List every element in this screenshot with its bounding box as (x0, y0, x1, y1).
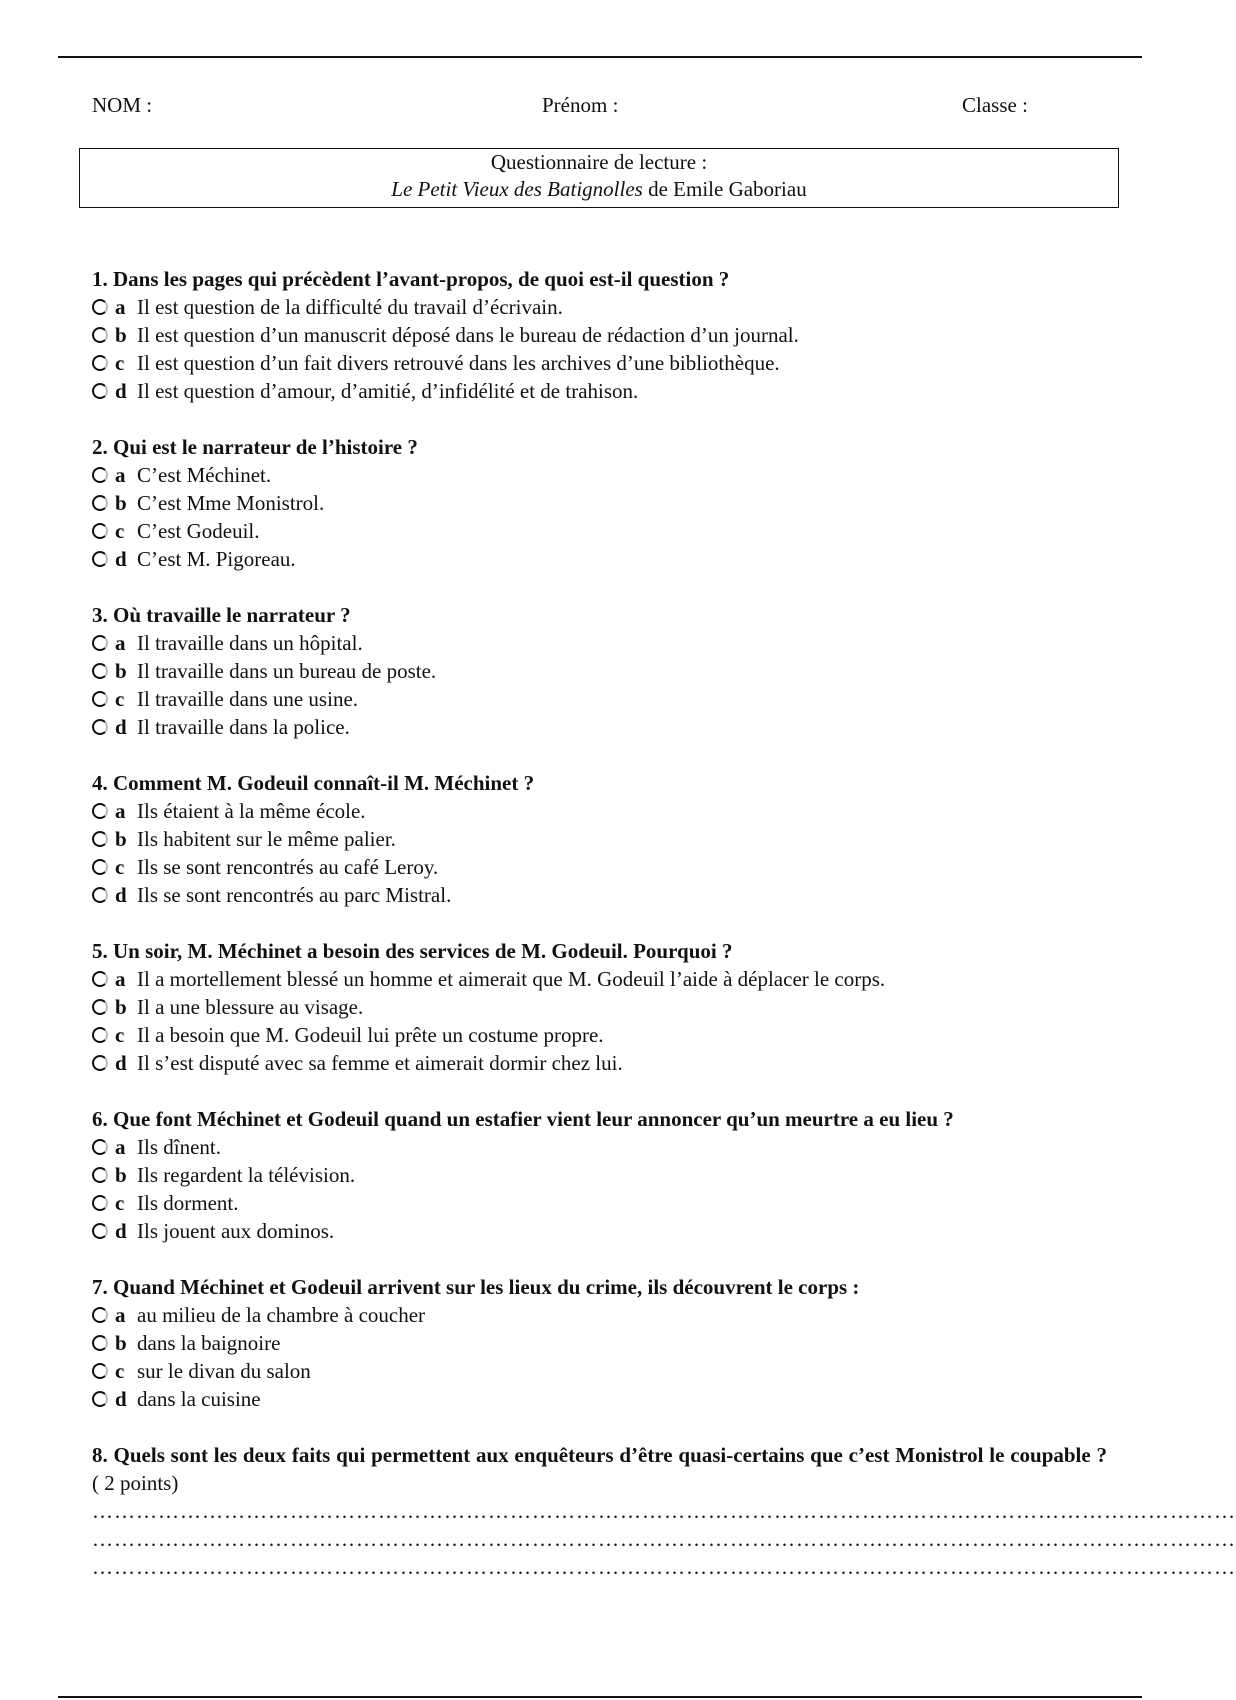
option-text: Ils étaient à la même école. (137, 799, 366, 823)
answer-option-b[interactable] (92, 1329, 1107, 1357)
answer-line[interactable]: ………………………………………………………………………………………………………………………………………… (92, 1527, 1236, 1551)
top-rule (58, 56, 1142, 58)
option-text: Ils dorment. (137, 1191, 239, 1215)
question-title: 1. Dans les pages qui précèdent l’avant-propos, de quoi est-il question ? (92, 267, 730, 291)
option-text: Il a besoin que M. Godeuil lui prête un costume propre. (137, 1023, 604, 1047)
answer-option-b[interactable] (92, 321, 1107, 349)
radio-circle-icon[interactable] (92, 1335, 108, 1351)
option-text: Il a une blessure au visage. (137, 995, 364, 1019)
option-letter: d (115, 1387, 127, 1411)
radio-circle-icon[interactable] (92, 691, 108, 707)
question-title: 5. Un soir, M. Méchinet a besoin des services de M. Godeuil. Pourquoi ? (92, 939, 733, 963)
radio-circle-icon[interactable] (92, 887, 108, 903)
option-letter: c (115, 519, 125, 543)
question-8-text: 8. Quels sont les deux faits qui permettent aux enquêteurs d’être quasi-certains que c’est Monistrol le coupable ? (92, 1443, 1107, 1467)
option-text: C’est Godeuil. (137, 519, 260, 543)
option-text: Il travaille dans un hôpital. (137, 631, 363, 655)
option-text: dans la cuisine (137, 1387, 261, 1411)
option-text: Il a mortellement blessé un homme et aimerait que M. Godeuil l’aide à déplacer le corps. (137, 967, 886, 991)
radio-circle-icon[interactable] (92, 1055, 108, 1071)
question-title: 3. Où travaille le narrateur ? (92, 603, 351, 627)
answer-option-b[interactable] (92, 1161, 1107, 1189)
answer-option-d[interactable] (92, 881, 1107, 909)
option-letter: d (115, 547, 127, 571)
option-text: au milieu de la chambre à coucher (137, 1303, 426, 1327)
option-letter: a (115, 1135, 126, 1159)
question-4 (92, 769, 1107, 909)
option-letter: a (115, 463, 126, 487)
radio-circle-icon[interactable] (92, 1223, 108, 1239)
option-text: Il s’est disputé avec sa femme et aimerait dormir chez lui. (137, 1051, 623, 1075)
option-letter: b (115, 827, 127, 851)
radio-circle-icon[interactable] (92, 299, 108, 315)
nom-label: NOM : (92, 93, 153, 117)
radio-circle-icon[interactable] (92, 1391, 108, 1407)
answer-option-a[interactable] (92, 1301, 1107, 1329)
option-letter: b (115, 1331, 127, 1355)
title-line-1: Questionnaire de lecture : (490, 150, 708, 174)
option-text: Il travaille dans la police. (137, 715, 350, 739)
question-title: 6. Que font Méchinet et Godeuil quand un estafier vient leur annoncer qu’un meurtre a eu lieu ? (92, 1107, 954, 1131)
answer-option-d[interactable] (92, 1049, 1107, 1077)
option-text: C’est M. Pigoreau. (137, 547, 296, 571)
question-title: 4. Comment M. Godeuil connaît-il M. Méchinet ? (92, 771, 535, 795)
answer-option-a[interactable] (92, 461, 1107, 489)
radio-circle-icon[interactable] (92, 663, 108, 679)
radio-circle-icon[interactable] (92, 495, 108, 511)
answer-option-b[interactable] (92, 993, 1107, 1021)
answer-option-a[interactable] (92, 965, 1107, 993)
question-title: 7. Quand Méchinet et Godeuil arrivent sur les lieux du crime, ils découvrent le corps : (92, 1275, 860, 1299)
question-1 (92, 265, 1107, 405)
radio-circle-icon[interactable] (92, 831, 108, 847)
option-letter: a (115, 799, 126, 823)
question-5 (92, 937, 1107, 1077)
option-letter: a (115, 631, 126, 655)
option-letter: c (115, 351, 125, 375)
option-letter: b (115, 995, 127, 1019)
answer-option-a[interactable] (92, 293, 1107, 321)
student-fields (92, 93, 1052, 123)
option-letter: d (115, 379, 127, 403)
answer-option-c[interactable] (92, 349, 1107, 377)
radio-circle-icon[interactable] (92, 1139, 108, 1155)
option-letter: c (115, 855, 125, 879)
answer-line[interactable]: ………………………………………………………………………………………………………………………………………… (92, 1555, 1236, 1579)
answer-option-b[interactable] (92, 657, 1107, 685)
answer-option-d[interactable] (92, 1217, 1107, 1245)
option-text: Il travaille dans un bureau de poste. (137, 659, 437, 683)
question-2 (92, 433, 1107, 573)
radio-circle-icon[interactable] (92, 803, 108, 819)
answer-option-a[interactable] (92, 629, 1107, 657)
classe-label: Classe : (962, 93, 1028, 117)
radio-circle-icon[interactable] (92, 1195, 108, 1211)
bottom-rule (58, 1696, 1142, 1698)
answer-option-d[interactable] (92, 1385, 1107, 1413)
answer-option-c[interactable] (92, 517, 1107, 545)
option-letter: d (115, 1219, 127, 1243)
questionnaire (92, 265, 1236, 1609)
author-suffix: de Emile Gaboriau (642, 177, 807, 201)
title-box (79, 148, 1119, 208)
radio-circle-icon[interactable] (92, 355, 108, 371)
option-letter: c (115, 1359, 125, 1383)
option-text: Ils se sont rencontrés au café Leroy. (137, 855, 439, 879)
radio-circle-icon[interactable] (92, 999, 108, 1015)
book-title: Le Petit Vieux des Batignolles (391, 177, 643, 201)
question-list (92, 265, 1107, 1413)
radio-circle-icon[interactable] (92, 523, 108, 539)
option-letter: c (115, 1023, 125, 1047)
answer-option-c[interactable] (92, 853, 1107, 881)
question-8 (92, 1441, 1236, 1581)
option-letter: b (115, 491, 127, 515)
answer-option-b[interactable] (92, 825, 1107, 853)
option-text: sur le divan du salon (137, 1359, 311, 1383)
option-letter: b (115, 659, 127, 683)
answer-option-d[interactable] (92, 713, 1107, 741)
question-8-points: ( 2 points) (92, 1471, 179, 1495)
question-3 (92, 601, 1107, 741)
option-letter: c (115, 1191, 125, 1215)
option-text: Il est question d’un manuscrit déposé dans le bureau de rédaction d’un journal. (137, 323, 799, 347)
question-6 (92, 1105, 1107, 1245)
answer-option-a[interactable] (92, 797, 1107, 825)
radio-circle-icon[interactable] (92, 467, 108, 483)
option-letter: d (115, 883, 127, 907)
option-text: C’est Mme Monistrol. (137, 491, 325, 515)
prenom-label: Prénom : (542, 93, 619, 117)
answer-option-c[interactable] (92, 685, 1107, 713)
radio-circle-icon[interactable] (92, 1167, 108, 1183)
option-text: Ils jouent aux dominos. (137, 1219, 335, 1243)
answer-option-c[interactable] (92, 1189, 1107, 1217)
answer-option-a[interactable] (92, 1133, 1107, 1161)
radio-circle-icon[interactable] (92, 971, 108, 987)
radio-circle-icon[interactable] (92, 635, 108, 651)
radio-circle-icon[interactable] (92, 1307, 108, 1323)
option-letter: d (115, 1051, 127, 1075)
radio-circle-icon[interactable] (92, 859, 108, 875)
option-text: Il est question de la difficulté du travail d’écrivain. (137, 295, 563, 319)
option-text: Ils se sont rencontrés au parc Mistral. (137, 883, 452, 907)
option-text: Ils regardent la télévision. (137, 1163, 356, 1187)
option-text: dans la baignoire (137, 1331, 281, 1355)
option-letter: a (115, 295, 126, 319)
option-text: Il est question d’un fait divers retrouvé dans les archives d’une bibliothèque. (137, 351, 780, 375)
radio-circle-icon[interactable] (92, 327, 108, 343)
answer-line[interactable]: ………………………………………………………………………………………………………………………………………… (92, 1499, 1236, 1523)
option-letter: d (115, 715, 127, 739)
option-text: Il est question d’amour, d’amitié, d’infidélité et de trahison. (137, 379, 639, 403)
option-text: Ils dînent. (137, 1135, 221, 1159)
option-text: Il travaille dans une usine. (137, 687, 359, 711)
question-7 (92, 1273, 1107, 1413)
option-letter: a (115, 1303, 126, 1327)
radio-circle-icon[interactable] (92, 1363, 108, 1379)
option-text: C’est Méchinet. (137, 463, 272, 487)
radio-circle-icon[interactable] (92, 551, 108, 567)
option-letter: b (115, 323, 127, 347)
answer-option-d[interactable] (92, 545, 1107, 573)
question-title: 2. Qui est le narrateur de l’histoire ? (92, 435, 418, 459)
radio-circle-icon[interactable] (92, 383, 108, 399)
radio-circle-icon[interactable] (92, 1027, 108, 1043)
option-letter: b (115, 1163, 127, 1187)
answer-option-d[interactable] (92, 377, 1107, 405)
option-letter: c (115, 687, 125, 711)
answer-option-c[interactable] (92, 1357, 1107, 1385)
option-text: Ils habitent sur le même palier. (137, 827, 396, 851)
radio-circle-icon[interactable] (92, 719, 108, 735)
question-8-title (92, 1441, 1107, 1497)
answer-option-c[interactable] (92, 1021, 1107, 1049)
title-line-2 (80, 176, 1118, 203)
answer-option-b[interactable] (92, 489, 1107, 517)
option-letter: a (115, 967, 126, 991)
